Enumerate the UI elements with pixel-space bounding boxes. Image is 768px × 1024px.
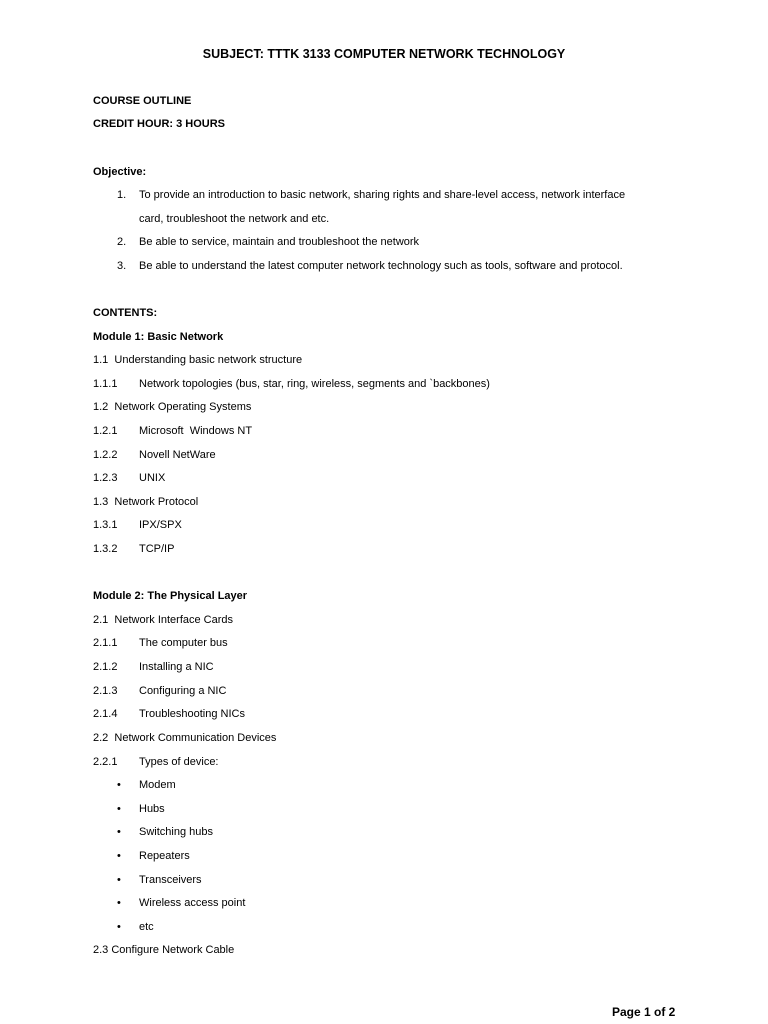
page-title: SUBJECT: TTTK 3133 COMPUTER NETWORK TECHNOLOGY: [202, 47, 566, 61]
outline-line: [93, 635, 228, 651]
objective-text: To provide an introduction to basic network, sharing rights and share-level access, network interface: [139, 189, 626, 201]
section-text: Microsoft Windows NT: [139, 425, 253, 437]
section-number: 2.1.2: [93, 661, 118, 673]
bullet-item: Repeaters: [139, 850, 190, 862]
bullet-item: Hubs: [139, 803, 165, 815]
outline-line: [93, 447, 216, 463]
section-text: Network Interface Cards: [114, 614, 234, 626]
outline-line: [93, 541, 174, 557]
section-text: IPX/SPX: [139, 519, 182, 531]
outline-line: [93, 517, 182, 533]
objective-number: 1.: [117, 189, 127, 201]
outline-line: [93, 730, 276, 746]
bullet-item: etc: [139, 921, 154, 933]
credit-hour-label: CREDIT HOUR: 3 HOURS: [93, 118, 226, 130]
outline-line: [93, 494, 198, 510]
bullet-icon: •: [117, 874, 121, 886]
section-text: Configuring a NIC: [139, 685, 227, 697]
outline-line: 2.3 Configure Network Cable: [93, 944, 235, 956]
objective-text-continuation: card, troubleshoot the network and etc.: [139, 213, 330, 225]
bullet-item: Wireless access point: [139, 897, 246, 909]
bullet-icon: •: [117, 826, 121, 838]
bullet-icon: •: [117, 803, 121, 815]
section-text: Installing a NIC: [139, 661, 214, 673]
section-number: 1.2.2: [93, 449, 118, 461]
section-number: 1.1.1: [93, 378, 118, 390]
section-text: Understanding basic network structure: [114, 354, 303, 366]
section-number: 2.1: [93, 614, 109, 626]
section-text: Network topologies (bus, star, ring, wireless, segments and `backbones): [139, 378, 490, 390]
objective-heading: Objective:: [93, 166, 147, 178]
outline-line: [93, 706, 245, 722]
outline-line: [93, 683, 226, 699]
course-outline-label: COURSE OUTLINE: [93, 95, 192, 107]
module-1-heading: Module 1: Basic Network: [93, 331, 224, 343]
bullet-item: Switching hubs: [139, 826, 213, 838]
section-number: 1.2.3: [93, 472, 118, 484]
objective-text: Be able to service, maintain and troubleshoot the network: [139, 236, 420, 248]
section-number: 2.1.3: [93, 685, 118, 697]
bullet-item: Modem: [139, 779, 176, 791]
section-text: Types of device:: [139, 756, 219, 768]
section-number: 1.3.2: [93, 543, 118, 555]
outline-line: [93, 376, 490, 392]
section-number: 1.2: [93, 401, 109, 413]
bullet-icon: •: [117, 897, 121, 909]
section-text: The computer bus: [139, 637, 228, 649]
section-number: 1.1: [93, 354, 109, 366]
section-number: 2.2.1: [93, 756, 118, 768]
outline-line: [93, 754, 219, 770]
bullet-icon: •: [117, 779, 121, 791]
objective-number: 2.: [117, 236, 127, 248]
section-number: 2.2: [93, 732, 109, 744]
section-text: Network Protocol: [114, 496, 199, 508]
bullet-icon: •: [117, 921, 121, 933]
objective-number: 3.: [117, 260, 127, 272]
section-text: Network Operating Systems: [114, 401, 252, 413]
section-text: Troubleshooting NICs: [139, 708, 245, 720]
contents-heading: CONTENTS:: [93, 307, 158, 319]
section-text: Novell NetWare: [139, 449, 216, 461]
objective-text: Be able to understand the latest computer network technology such as tools, software and protocol.: [139, 260, 623, 272]
section-text: TCP/IP: [139, 543, 175, 555]
outline-line: [93, 470, 165, 486]
module-2-heading: Module 2: The Physical Layer: [93, 590, 248, 602]
bullet-item: Transceivers: [139, 874, 202, 886]
section-number: 2.1.4: [93, 708, 118, 720]
page-number: Page 1 of 2: [612, 1005, 676, 1019]
section-text: UNIX: [139, 472, 166, 484]
outline-line: [93, 612, 233, 628]
outline-line: [93, 659, 214, 675]
section-number: 1.3: [93, 496, 109, 508]
section-number: 2.1.1: [93, 637, 118, 649]
outline-line: [93, 399, 251, 415]
bullet-icon: •: [117, 850, 121, 862]
section-text: Network Communication Devices: [114, 732, 277, 744]
outline-line: [93, 423, 252, 439]
outline-line: [93, 352, 302, 368]
section-number: 1.3.1: [93, 519, 118, 531]
section-number: 1.2.1: [93, 425, 118, 437]
